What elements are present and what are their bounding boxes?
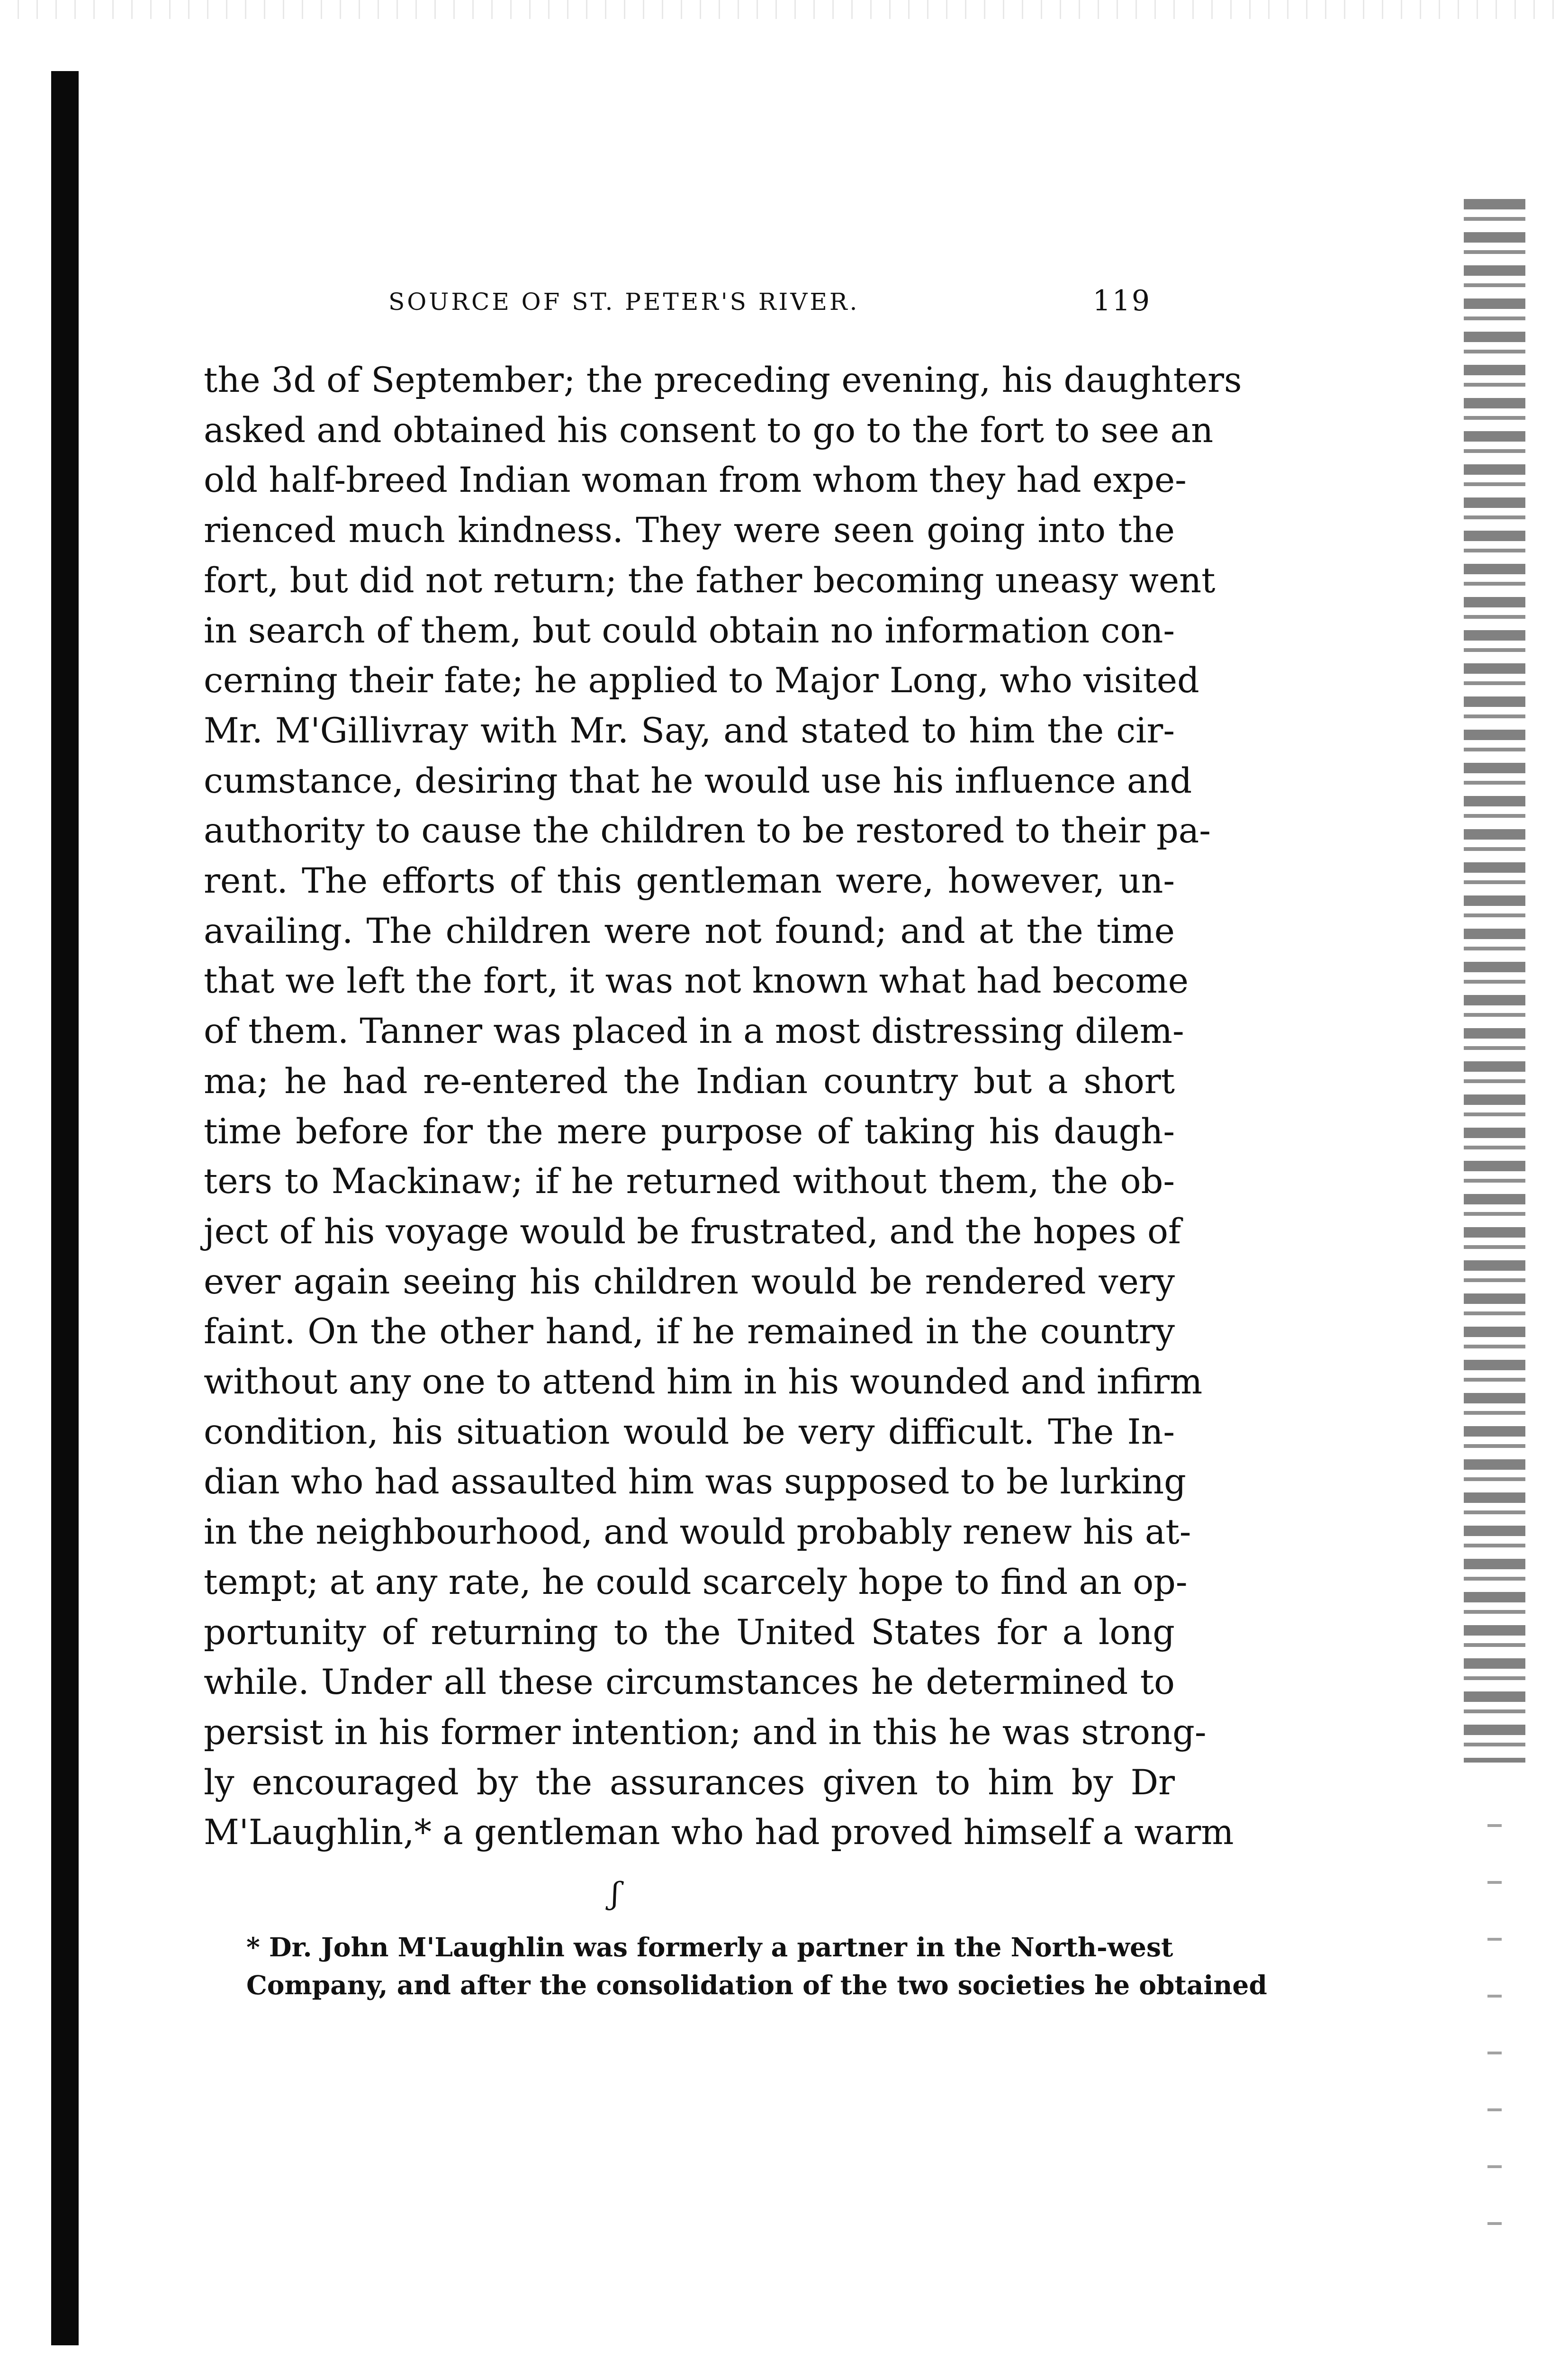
text-line: fort, but did not return; the father becoming uneasy went bbox=[204, 560, 1216, 601]
text-line: dian who had assaulted him was supposed to be lurking bbox=[204, 1462, 1186, 1502]
text-line: Mr. M'Gillivray with Mr. Say, and stated to him the cir- bbox=[204, 710, 1175, 751]
text-line: old half-breed Indian woman from whom they had expe- bbox=[204, 460, 1187, 501]
text-line: of them. Tanner was placed in a most distressing dilem- bbox=[204, 1011, 1184, 1052]
text-line: while. Under all these circumstances he determined to bbox=[204, 1662, 1175, 1703]
text-line: ters to Mackinaw; if he returned without them, the ob- bbox=[204, 1161, 1175, 1202]
text-line: M'Laughlin,* a gentleman who had proved himself a warm bbox=[204, 1812, 1234, 1853]
scan-right-edge-marks bbox=[1487, 1824, 1502, 2251]
text-line: ever again seeing his children would be rendered very bbox=[204, 1261, 1175, 1302]
text-line: authority to cause the children to be restored to their pa- bbox=[204, 811, 1211, 851]
text-line: rent. The efforts of this gentleman were, however, un- bbox=[204, 861, 1175, 902]
text-line: ma; he had re-entered the Indian country but a short bbox=[204, 1061, 1175, 1102]
binding-gutter-shadow bbox=[51, 71, 79, 2345]
text-line: in search of them, but could obtain no information con- bbox=[204, 610, 1175, 651]
text-line: the 3d of September; the preceding evening, his daughters bbox=[204, 360, 1242, 400]
text-line: persist in his former intention; and in this he was strong- bbox=[204, 1712, 1207, 1753]
text-line: that we left the fort, it was not known what had become bbox=[204, 961, 1189, 1002]
text-line: condition, his situation would be very difficult. The In- bbox=[204, 1411, 1175, 1452]
text-line: asked and obtained his consent to go to the fort to see an bbox=[204, 410, 1214, 451]
text-line: tempt; at any rate, he could scarcely hope to find an op- bbox=[204, 1562, 1188, 1602]
text-line: rienced much kindness. They were seen going into the bbox=[204, 510, 1175, 551]
scan-right-edge-artifacts bbox=[1464, 199, 1525, 1763]
text-line: availing. The children were not found; and at the time bbox=[204, 911, 1175, 951]
running-head bbox=[388, 284, 1151, 322]
footnote-line: * Dr. John M'Laughlin was formerly a partner in the North-west bbox=[246, 1932, 1173, 1962]
scan-top-edge bbox=[0, 0, 1568, 19]
body-text bbox=[204, 355, 1242, 1858]
text-line: in the neighbourhood, and would probably renew his at- bbox=[204, 1512, 1191, 1553]
text-line: portunity of returning to the United States for a long bbox=[204, 1612, 1175, 1653]
text-line: cerning their fate; he applied to Major Long, who visited bbox=[204, 660, 1199, 701]
text-line: without any one to attend him in his wounded and infirm bbox=[204, 1362, 1203, 1402]
text-line: cumstance, desiring that he would use his influence and bbox=[204, 760, 1192, 801]
text-line: ject of his voyage would be frustrated, and the hopes of bbox=[204, 1211, 1181, 1252]
footnote bbox=[246, 1928, 1267, 2004]
signature-mark: ʃ bbox=[611, 1876, 620, 1911]
running-title: SOURCE OF ST. PETER'S RIVER. bbox=[388, 288, 860, 316]
page-number: 119 bbox=[1092, 284, 1151, 317]
text-line: time before for the mere purpose of taking his daugh- bbox=[204, 1111, 1175, 1152]
text-line: ly encouraged by the assurances given to him by Dr bbox=[204, 1762, 1175, 1803]
footnote-line: Company, and after the consolidation of the two societies he obtained bbox=[246, 1970, 1267, 2000]
text-line: faint. On the other hand, if he remained in the country bbox=[204, 1311, 1175, 1352]
